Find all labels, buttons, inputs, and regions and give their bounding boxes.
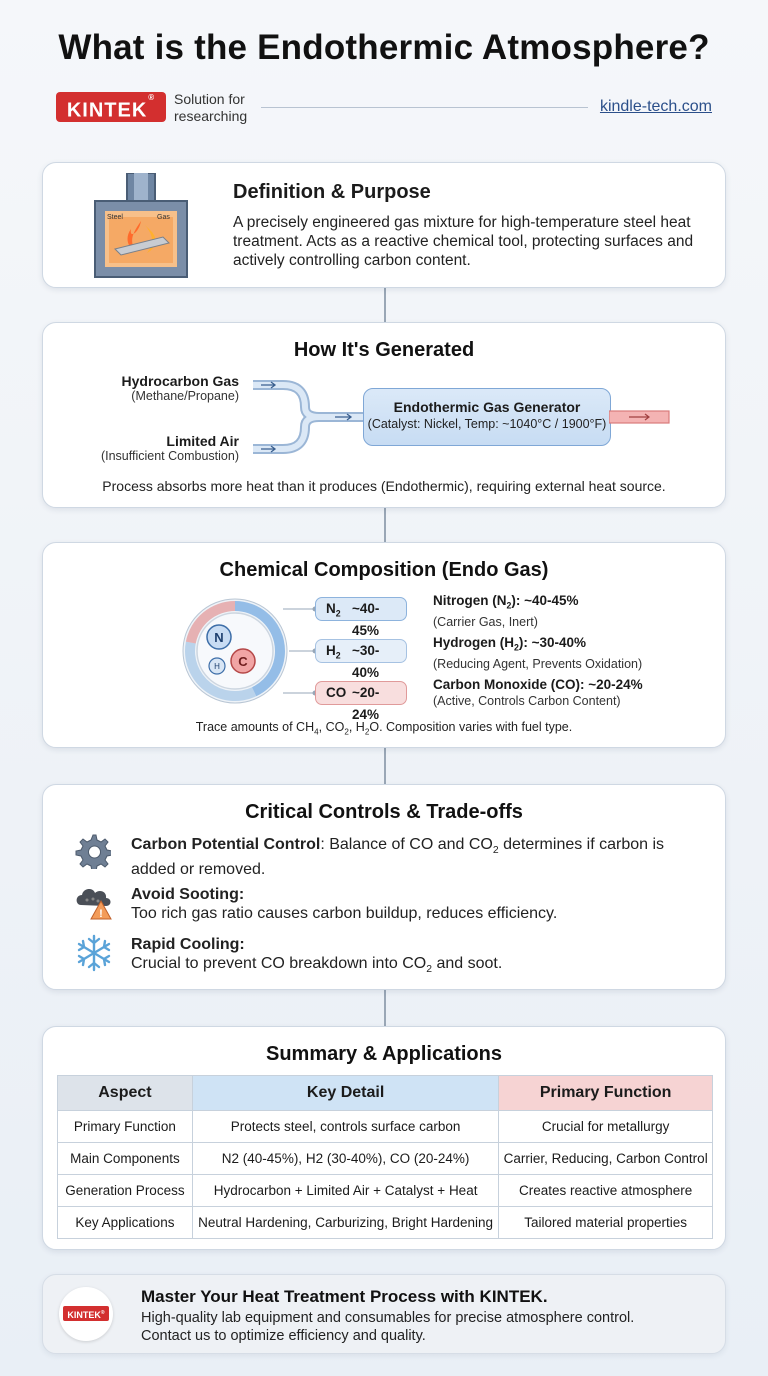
snowflake-icon: [75, 933, 113, 973]
controls-title: Critical Controls & Trade-offs: [245, 801, 523, 823]
table-cell: Neutral Hardening, Carburizing, Bright Hardening: [192, 1207, 498, 1239]
table-cell: Crucial for metallurgy: [499, 1111, 713, 1143]
definition-title: Definition & Purpose: [233, 181, 431, 203]
composition-card: [42, 542, 726, 748]
generator-box: Endothermic Gas Generator (Catalyst: Nickel, Temp: ~1040°C / 1900°F): [363, 388, 611, 446]
controls-card: [42, 784, 726, 990]
control-rapid-cooling: Rapid Cooling: Crucial to prevent CO breakdown into $CO_2$ and soot.: [131, 936, 503, 976]
composition-title: Chemical Composition (Endo Gas): [219, 559, 549, 581]
cta-banner[interactable]: [42, 1274, 726, 1354]
furnace-icon: [89, 173, 193, 279]
cta-kintek-logo: KINTEK®: [63, 1306, 109, 1321]
tagline: Solution for researching: [174, 91, 248, 124]
soot-warning-icon: [73, 883, 115, 921]
cta-title: Master Your Heat Treatment Process with KINTEK.: [141, 1287, 548, 1306]
pie-leader-lines: [279, 599, 319, 699]
summary-card: [42, 1026, 726, 1250]
pill-nitrogen: $N_2$ ~40-45%: [315, 597, 407, 621]
svg-text:Gas: Gas: [157, 214, 170, 221]
gear-icon: [75, 833, 111, 869]
table-cell: Key Applications: [58, 1207, 193, 1239]
composition-hydrogen: Hydrogen $(H_2)$: ~30-40% (Reducing Agent, Prevents Oxidation): [433, 635, 643, 671]
output-pipe: [609, 407, 671, 427]
table-header-row: [58, 1076, 713, 1111]
table-cell: Hydrocarbon + Limited Air + Catalyst + Heat: [192, 1175, 498, 1207]
svg-text:C: C: [238, 654, 248, 669]
svg-text:H: H: [214, 662, 220, 671]
definition-card: [42, 162, 726, 288]
table-header: Primary Function: [499, 1076, 713, 1111]
kintek-logo: KINTEK®: [56, 92, 166, 122]
composition-donut: [179, 595, 291, 707]
table-cell: Tailored material properties: [499, 1207, 713, 1239]
input-hydrocarbon: Hydrocarbon Gas (Methane/Propane): [121, 373, 239, 403]
generation-title: How It's Generated: [293, 339, 475, 361]
control-avoid-sooting: Avoid Sooting: Too rich gas ratio causes carbon buildup, reduces efficiency.: [131, 886, 558, 922]
table-cell: Creates reactive atmosphere: [499, 1175, 713, 1207]
svg-text:N: N: [214, 630, 224, 645]
connector-line: [384, 508, 386, 542]
table-header: Aspect: [58, 1076, 193, 1111]
summary-title: Summary & Applications: [266, 1043, 502, 1065]
table-cell: N2 (40-45%), H2 (30-40%), CO (20-24%): [192, 1143, 498, 1175]
divider: [261, 107, 588, 108]
cta-text: High-quality lab equipment and consumables for precise atmosphere control. Contact us to optimize efficiency and quality.: [141, 1310, 635, 1344]
summary-table: [57, 1075, 713, 1239]
table-cell: Carrier, Reducing, Carbon Control: [499, 1143, 713, 1175]
table-row: [58, 1207, 713, 1239]
pill-carbon-monoxide: CO ~20-24%: [315, 681, 407, 705]
generation-card: [42, 322, 726, 508]
table-cell: Generation Process: [58, 1175, 193, 1207]
page-title: What is the Endothermic Atmosphere?: [58, 28, 710, 67]
svg-text:!: !: [99, 908, 103, 920]
control-carbon-potential: Carbon Potential Control: Balance of CO and $CO_2$ determines if carbon is added or removed.: [131, 836, 665, 879]
table-row: [58, 1111, 713, 1143]
table-cell: Primary Function: [58, 1111, 193, 1143]
pill-hydrogen: $H_2$ ~30-40%: [315, 639, 407, 663]
connector-line: [384, 990, 386, 1026]
table-row: [58, 1143, 713, 1175]
composition-carbon-monoxide: Carbon Monoxide (CO): ~20-24% (Active, Controls Carbon Content): [433, 677, 643, 708]
cta-logo-circle: [59, 1287, 113, 1341]
website-link[interactable]: kindle-tech.com: [599, 98, 712, 115]
input-air: Limited Air (Insufficient Combustion): [100, 433, 239, 463]
table-header: Key Detail: [192, 1076, 498, 1111]
connector-line: [384, 748, 386, 784]
table-cell: Main Components: [58, 1143, 193, 1175]
svg-text:Steel: Steel: [107, 214, 123, 221]
connector-line: [384, 288, 386, 322]
generation-note: Process absorbs more heat than it produces (Endothermic), requiring external heat source.: [102, 478, 666, 494]
composition-note: Trace amounts of $CH_4$, $CO_2$, $H_2O$. Composition varies with fuel type.: [195, 720, 573, 737]
flow-pipes: [243, 371, 367, 463]
brand-row: [56, 88, 716, 128]
table-row: [58, 1175, 713, 1207]
composition-nitrogen: Nitrogen $(N_2)$: ~40-45% (Carrier Gas, Inert): [433, 593, 579, 629]
table-cell: Protects steel, controls surface carbon: [192, 1111, 498, 1143]
definition-text: A precisely engineered gas mixture for high-temperature steel heat treatment. Acts as a reactive chemical tool, protecting surfaces and actively controlling carbon content.: [233, 214, 694, 269]
